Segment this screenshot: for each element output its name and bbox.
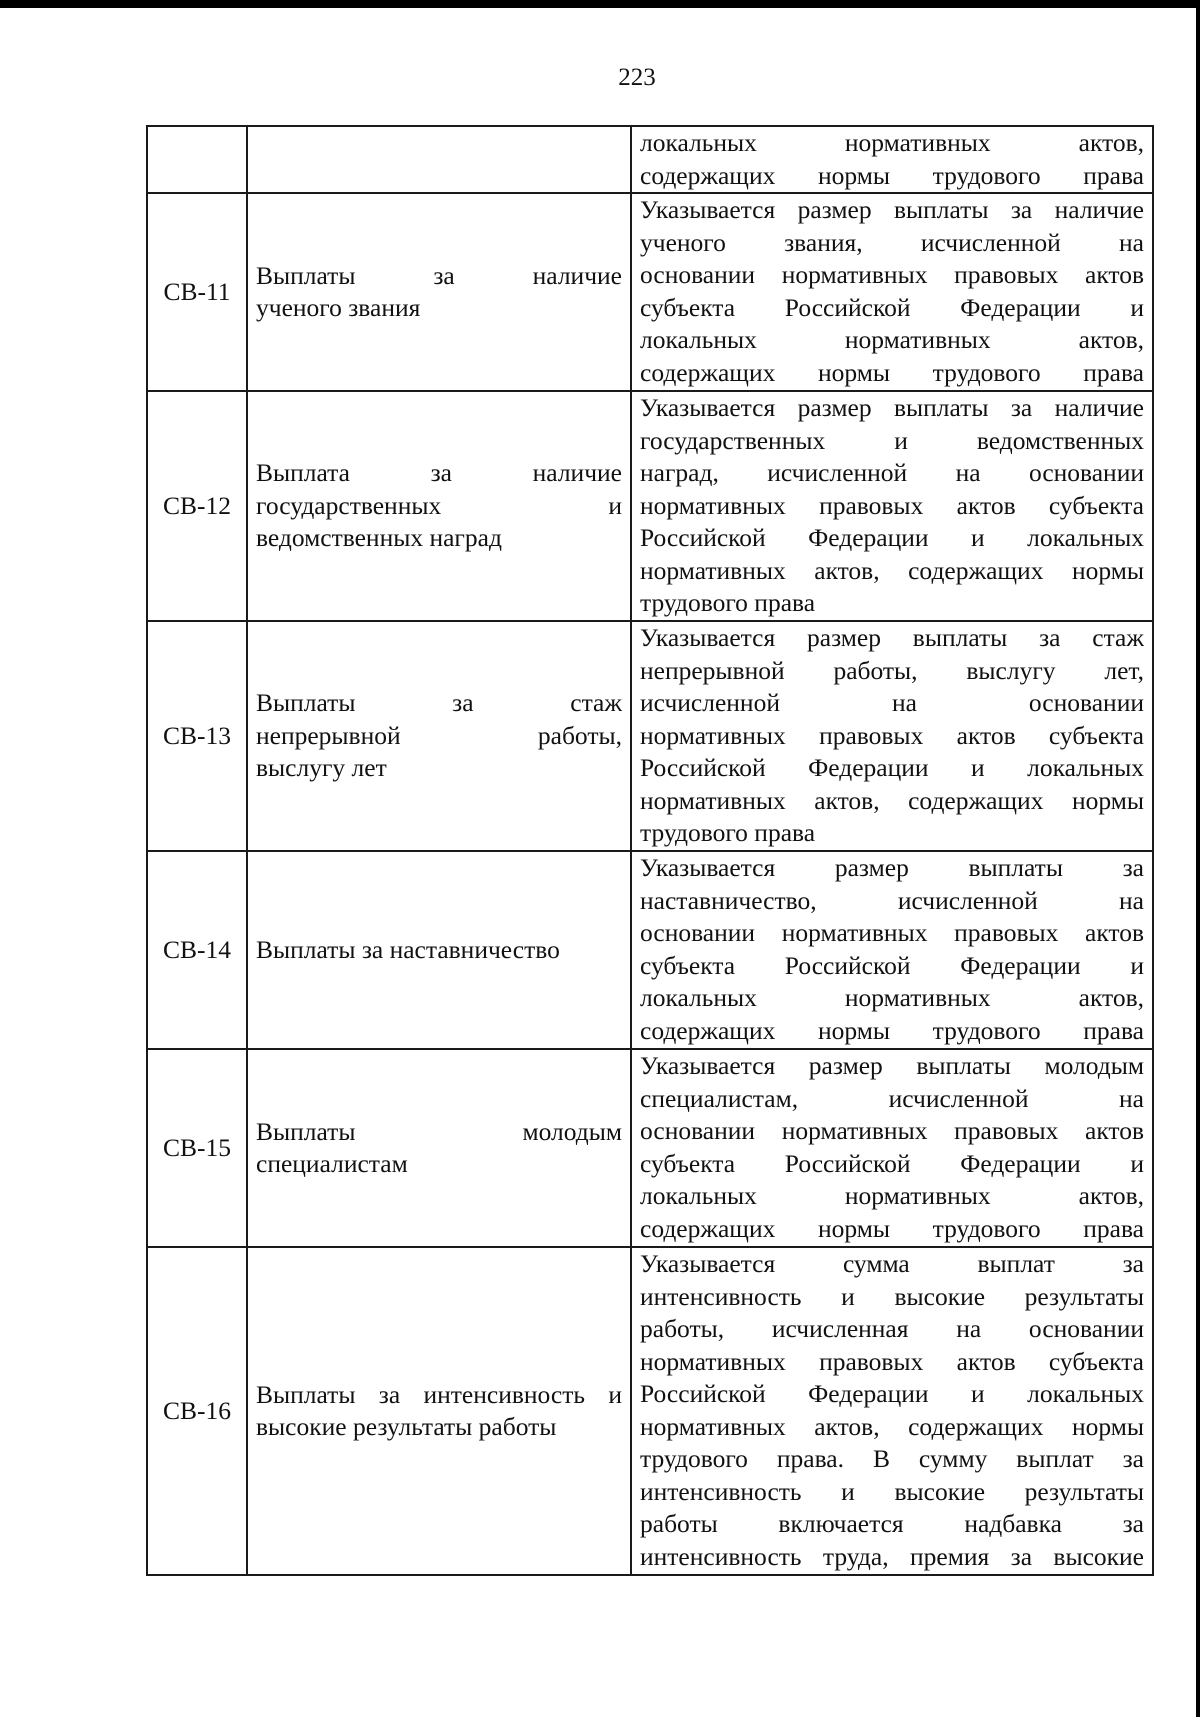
row-code: СВ-12	[147, 391, 247, 621]
row-code: СВ-13	[147, 621, 247, 851]
row-description-line: нормативных актов, содержащих нормы	[640, 1411, 1144, 1441]
row-description	[631, 1247, 1153, 1575]
row-description-line: Указывается сумма выплат за	[640, 1249, 1144, 1278]
row-name-line: непрерывной работы,	[256, 720, 622, 750]
row-description-line: Указывается размер выплаты за	[640, 853, 1144, 882]
row-description-line: трудового права	[640, 818, 816, 847]
scan-border-top	[0, 0, 1200, 8]
row-description-line: нормативных актов, содержащих нормы	[640, 555, 1144, 585]
table-row	[147, 1247, 1153, 1575]
row-description-line: Указывается размер выплаты молодым	[640, 1051, 1144, 1080]
row-description-line: нормативных актов, содержащих нормы	[640, 785, 1144, 815]
row-description	[631, 621, 1153, 851]
row-description-line: нормативных правовых актов субъекта	[640, 1346, 1144, 1376]
row-code: СВ-16	[147, 1247, 247, 1575]
row-description-line: ученого звания, исчисленной на	[640, 227, 1144, 257]
row-description	[631, 1049, 1153, 1247]
row-name-line: Выплаты молодым	[256, 1116, 622, 1146]
row-name	[247, 126, 631, 193]
row-description-line: наставничество, исчисленной на	[640, 885, 1144, 915]
row-description-line: работы, исчисленная на основании	[640, 1314, 1144, 1343]
row-code: СВ-15	[147, 1049, 247, 1247]
row-description-line: основании нормативных правовых актов	[640, 918, 1144, 947]
row-code: СВ-14	[147, 851, 247, 1049]
row-description	[631, 391, 1153, 621]
row-name-line: ведомственных наград	[256, 523, 502, 553]
row-description-line: содержащих нормы трудового права	[640, 1015, 1144, 1045]
row-name	[247, 851, 631, 1049]
row-description-line: субъекта Российской Федерации и	[640, 292, 1144, 322]
row-name	[247, 1247, 631, 1575]
row-name-line: специалистам	[256, 1149, 408, 1178]
table-row	[147, 1049, 1153, 1247]
row-name-line: Выплаты за стаж	[256, 688, 622, 718]
row-description-line: Указывается размер выплаты за стаж	[640, 623, 1144, 652]
row-description-line: локальных нормативных актов,	[640, 325, 1144, 354]
row-name-line: государственных и	[256, 490, 622, 520]
row-description-line: Указывается размер выплаты за наличие	[640, 393, 1144, 422]
row-description-line: нормативных правовых актов субъекта	[640, 720, 1144, 750]
row-description-line: исчисленной на основании	[640, 688, 1144, 717]
row-description	[631, 126, 1153, 193]
row-description-line: основании нормативных правовых актов	[640, 1116, 1144, 1145]
table-row	[147, 621, 1153, 851]
table-row	[147, 851, 1153, 1049]
row-name	[247, 391, 631, 621]
row-description-line: интенсивность и высокие результаты	[640, 1476, 1144, 1506]
row-description-line: Российской Федерации и локальных	[640, 1379, 1144, 1408]
row-description-line: субъекта Российской Федерации и	[640, 1148, 1144, 1178]
scan-border-right	[1196, 0, 1200, 1717]
row-description-line: локальных нормативных актов,	[640, 1181, 1144, 1210]
row-description-line: интенсивность и высокие результаты	[640, 1281, 1144, 1311]
row-name-line: Выплаты за наставничество	[256, 934, 560, 964]
row-code: СВ-11	[147, 193, 247, 391]
row-description-line: непрерывной работы, выслугу лет,	[640, 655, 1144, 685]
row-name-line: Выплата за наличие	[256, 458, 622, 488]
table-row	[147, 193, 1153, 391]
row-code	[147, 126, 247, 193]
row-description-line: специалистам, исчисленной на	[640, 1083, 1144, 1113]
row-name-line: выслугу лет	[256, 753, 387, 783]
row-description-line: локальных нормативных актов,	[640, 983, 1144, 1012]
page-number: 223	[618, 64, 656, 91]
row-description-line: содержащих нормы трудового права	[640, 160, 1144, 190]
row-description-line: локальных нормативных актов,	[640, 128, 1144, 157]
row-description-line: интенсивность труда, премия за высокие	[640, 1541, 1144, 1571]
row-description-line: содержащих нормы трудового права	[640, 1213, 1144, 1243]
row-description-line: трудового права. В сумму выплат за	[640, 1444, 1144, 1473]
row-description-line: Указывается размер выплаты за наличие	[640, 195, 1144, 224]
row-description-line: содержащих нормы трудового права	[640, 357, 1144, 387]
row-description	[631, 851, 1153, 1049]
row-description-line: Российской Федерации и локальных	[640, 523, 1144, 552]
row-name-line: Выплаты за наличие	[256, 260, 622, 290]
row-name-line: ученого звания	[256, 293, 421, 322]
row-description-line: основании нормативных правовых актов	[640, 260, 1144, 289]
row-description-line: государственных и ведомственных	[640, 425, 1144, 455]
row-description-line: трудового права	[640, 588, 816, 617]
row-name	[247, 193, 631, 391]
row-description	[631, 193, 1153, 391]
payments-table	[146, 125, 1154, 1576]
table-row	[147, 126, 1153, 193]
payments-table-body	[147, 126, 1153, 1575]
row-description-line: работы включается надбавка за	[640, 1509, 1144, 1538]
row-name-line: Выплаты за интенсивность и	[256, 1379, 622, 1409]
row-name	[247, 621, 631, 851]
row-name	[247, 1049, 631, 1247]
row-description-line: Российской Федерации и локальных	[640, 753, 1144, 782]
row-description-line: субъекта Российской Федерации и	[640, 950, 1144, 980]
row-description-line: наград, исчисленной на основании	[640, 458, 1144, 487]
row-name-line: высокие результаты работы	[256, 1412, 557, 1441]
table-row	[147, 391, 1153, 621]
row-description-line: нормативных правовых актов субъекта	[640, 490, 1144, 520]
